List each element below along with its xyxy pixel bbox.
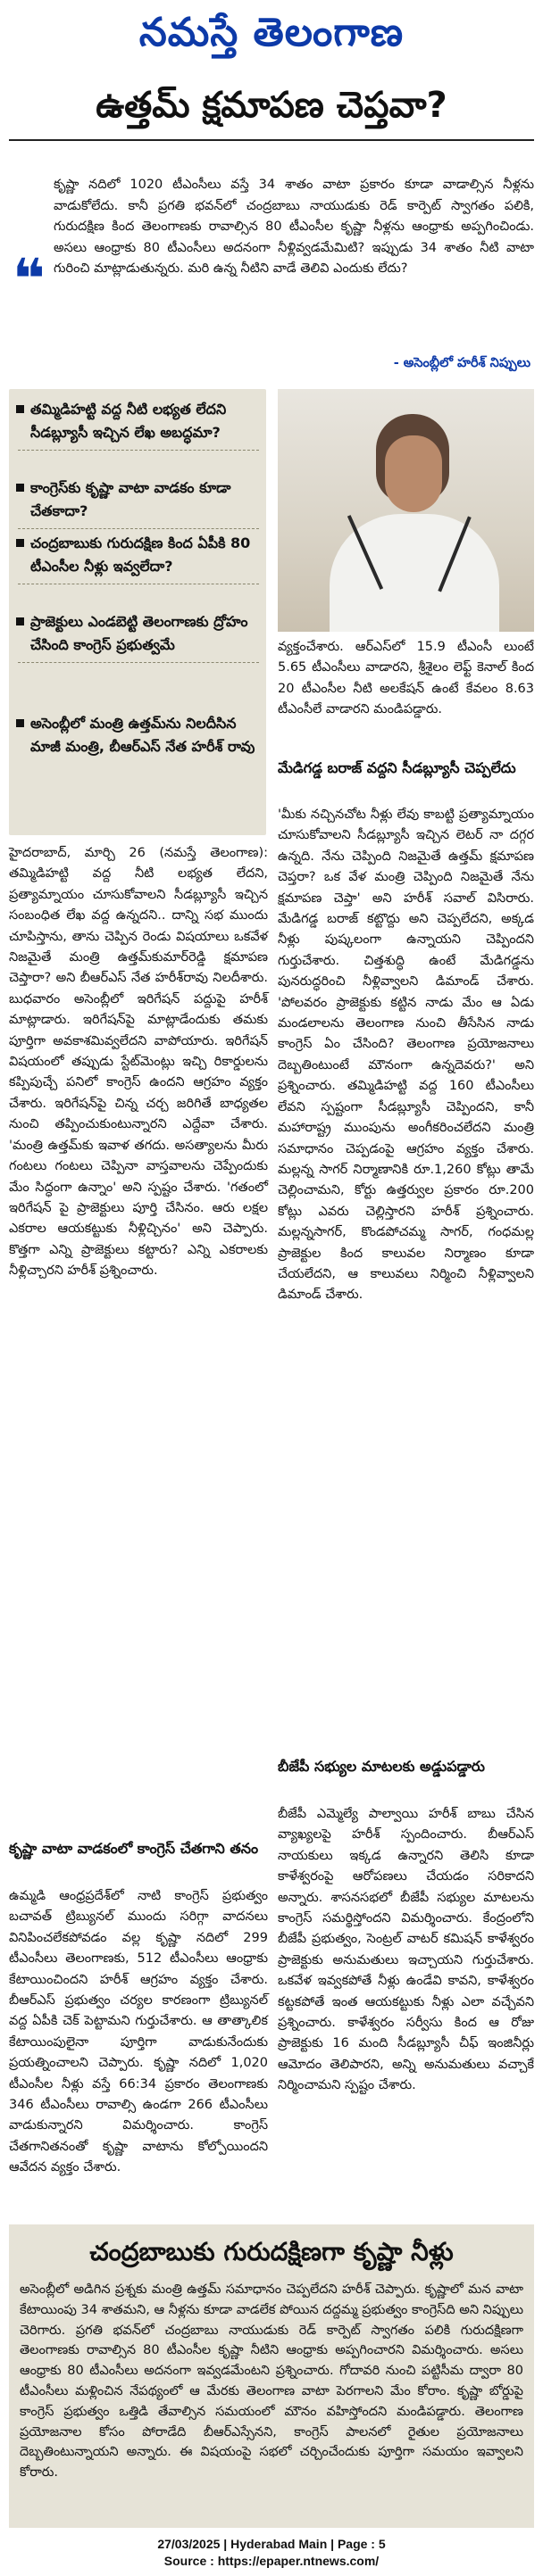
sidebar-box [9, 2224, 534, 2528]
intro-quote: కృష్ణా నదిలో 1020 టీఎంసీలు వస్తే 34 శాతం వాటా ప్రకారం కూడా వాడాల్సిన నీళ్లను వాడుకోలేదు. కానీ ప్రగతి భవన్‌లో చంద్రబాబు నాయుడుకు రెడ్‌ కార్పెట్‌ స్వాగతం పలికి, గురుదక్షిణ కింద తెలంగాణకు రావాల్సిన 80 టీఎంసీల కృష్ణా నీళ్లను ఆంధ్రాకు అప్పగించిండు. అసలు ఆంధ్రాకు 80 టీఎంసీలు అదనంగా నీళ్లివ్వడమేమిటి? ఇప్పుడు 34 శాతం నీటి వాటా గురించి మాట్లాడుతున్నరు. మరి ఉన్న నీటిని వాడే తెలివి ఎందుకు లేదు? [54, 178, 534, 276]
bullet-icon [16, 539, 24, 547]
speaker-photo [278, 389, 534, 632]
right-column-lead: వ్యక్తంచేశారు. ఆర్‌ఎస్‌లో 15.9 టీఎంసీ లుంటే 5.65 టీఎంసీలు వాడారని, శ్రీశైలం లెఫ్ట్‌ కెనాల్‌ కింద 20 టీఎంసీల నీటి అలకేషన్‌ ఉంటే కేవలం 8.63 టీఎంసీలే వాడారని మండిపడ్డారు. [278, 640, 534, 717]
left-column-body-2: ఉమ్మడి ఆంధ్రప్రదేశ్‌లో నాటి కాంగ్రెస్‌ ప్రభుత్వం బచావత్‌ ట్రిబ్యునల్‌ ముందు సరిగ్గా వాదనలు వినిపించలేకపోవడం వల్ల కృష్ణా నదిలో 299 టీఎంసీలు తెలంగాణకు, 512 టీఎంసీలు ఆంధ్రాకు కేటాయించిందని హరీశ్‌ ఆగ్రహం వ్యక్తం చేశారు. బీఆర్‌ఎస్‌ ప్రభుత్వం చర్యల కారణంగా ట్రిబ్యునల్‌ వద్ద ఏపీకి చెక్‌ పెట్టామని గుర్తుచేశారు. ఆ తాత్కాలిక కేటాయింపులైనా పూర్తిగా వాడుకునేందుకు ప్రయత్నించాలని చెప్పారు. కృష్ణా నదిలో 1,020 టీఎంసీల నీళ్లు వస్తే 66:34 ప్రకారం తెలంగాణకు 346 టీఎంసీలు రావాల్సి ఉండగా 266 టీఎంసీలు వాడుకున్నారని విమర్శించారు. కాంగ్రెస్‌ చేతగానితనంతో కృష్ణా వాటాను కోల్పోయిందని ఆవేదన వ్యక్తం చేశారు. [9, 1889, 268, 2175]
sidebar-text: అసెంబ్లీలో అడిగిన ప్రశ్నకు మంత్రి ఉత్తమ్‌ సమాధానం చెప్పలేదని హరీశ్‌ చెప్పారు. కృష్ణాలో మన వాటా కేటాయింపు 34 శాతమని, ఆ నీళ్లను కూడా వాడలేక పోయిన దద్దమ్మ ప్రభుత్వం కాంగ్రెస్‌ది అని నిప్పులు చెరిగారు. ప్రగతి భవన్‌లో చంద్రబాబు నాయుడుకు రెడ్‌ కార్పెట్‌ స్వాగతం పలికి గురుదక్షిణగా తెలంగాణకు రావాల్సిన 80 టీఎంసీల కృష్ణా నీటిని ఆంధ్రాకు అప్పగించారని విమర్శించారు. అసలు ఆంధ్రాకు 80 టీఎంసీలు అదనంగా ఇవ్వడమేంటని ప్రశ్నించారు. గోదావరి నుంచి పట్టిసీమ ద్వారా 80 టీఎంసీలు మళ్లించిన నేపథ్యంలో ఆ మేరకు తెలంగాణ వాటా పెరగాలని మేం కోరాం. కృష్ణా బోర్డుపై కాంగ్రెస్‌ ప్రభుత్వం ఒత్తిడి తేవాల్సిన సమయంలో మౌనం వహిస్తోందని మండిపడ్డారు. తెలంగాణ ప్రయోజనాల కోసం పోరాడేది బీఆర్‌ఎస్సేనని, కాంగ్రెస్‌ పాలనలో రైతుల ప్రయోజనాలు దెబ్బతింటున్నాయని అన్నారు. ఈ విషయంపై సభలో చర్చించేందుకు పూర్తిగా సమయం ఇవ్వాలని కోరారు. [20, 2282, 523, 2481]
footer-source-link[interactable]: Source : https://epaper.ntnews.com/ [163, 2554, 380, 2568]
bullet-icon [16, 719, 24, 727]
left-column-body: హైదరాబాద్‌, మార్చి 26 (నమస్తే తెలంగాణ): తమ్మిడిహట్టి వద్ద నీటి లభ్యత లేదని, ప్రత్యామ్నాయం చూసుకోవాలని సీడబ్ల్యూసీ ఇచ్చిన సంబంధిత లేఖ వద్ద ఉన్నదని.. దాన్ని సభ ముందు చూపిస్తాను, తాను చెప్పిన రెండు విషయాలు ఒకవేళ నిజమైతే మంత్రి ఉత్తమ్‌కుమార్‌రెడ్డి క్షమాపణ చెప్తారా? అని బీఆర్‌ఎస్‌ నేత హరీశ్‌రావు నిలదీశారు. బుధవారం అసెంబ్లీలో ఇరిగేషన్‌ పద్దుపై హరీశ్‌ మాట్లాడారు. ఇరిగేషన్‌పై మాట్లాడేందుకు తమకు పూర్తిగా అవకాశమివ్వలేదని వాపోయారు. ఇరిగేషన్‌ విషయంలో తప్పుడు స్టేట్‌మెంట్లు ఇచ్చి రికార్డులను కప్పిపుచ్చే పనిలో కాంగ్రెస్‌ ఉందని ఆగ్రహం వ్యక్తం చేశారు. ఇరిగేషన్‌పై చిన్న చర్చ జరిగితే బాధ్యతల నుంచి తప్పించుకుంటున్నారని ఎద్దేవా చేశారు. 'మంత్రి ఉత్తమ్‌కు ఇవాళ తగదు. అసత్యాలను మీరు గంటలు గంటలు చెప్పినా వాస్తవాలను చెప్పేందుకు మేం సిద్ధంగా ఉన్నాం' అని స్పష్టం చేశారు. 'గతంలో ఇరిగేషన్‌ పై ప్రాజెక్టులు పూర్తి చేసినం. ఆరు లక్షల ఎకరాల ఆయకట్టుకు నీళ్లిచ్చినం' అని చెప్పారు. కొత్తగా ఎన్ని ప్రాజెక్టులు కట్టారు? ఎన్ని ఎకరాలకు నీళ్లిచ్చారని హరీశ్‌ ప్రశ్నించారు. [9, 846, 268, 1279]
quote-icon: ❝ [13, 246, 46, 311]
highlights-box [9, 389, 266, 835]
sidebar-title: చంద్రబాబుకు గురుదక్షిణగా కృష్ణా నీళ్లు [89, 2237, 454, 2266]
bullet-icon [16, 617, 24, 625]
highlight-item: ప్రాజెక్టులు ఎండబెట్టి తెలంగాణకు ద్రోహం చేసింది కాంగ్రెస్‌ ప్రభుత్వమే [18, 610, 259, 663]
intro-byline: - అసెంబ్లీలో హరీశ్‌ నిప్పులు [393, 356, 530, 370]
right-column-body: 'మీకు నచ్చినచోట నీళ్లు లేవు కాబట్టి ప్రత్యామ్నాయం చూసుకోవాలని సీడబ్ల్యూసీ ఇచ్చిన లెటర్‌ నా దగ్గర ఉన్నది. నేను చెప్పింది నిజమైతే ఉత్తమ్‌ క్షమాపణ చెప్తరా? ఒక వేళ మంత్రి చెప్పింది నిజమైతే నేను క్షమాపణ చెప్తా' అని హరీశ్‌ సవాల్‌ విసిరారు. మేడిగడ్డ బరాజ్‌ కట్టొద్దు అని చెప్పలేదని, అక్కడ నీళ్లు పుష్కలంగా ఉన్నాయని చెప్పిందని గుర్తుచేశారు. చిత్తశుద్ధి ఉంటే మేడిగడ్డను పునరుద్ధరించి నీళ్లివ్వాలని డిమాండ్‌ చేశారు. 'పోలవరం ప్రాజెక్టుకు కట్టిన నాడు మేం ఆ ఏడు మండలాలను తెలంగాణ నుంచి తీసేసిన నాడు కాంగ్రెస్‌ ఏం చేసింది? తెలంగాణ ప్రయోజనాలు దెబ్బతింటుంటే మౌనంగా ఉన్నదెవరు?' అని ప్రశ్నించారు. తమ్మిడిహట్టి వద్ద 160 టీఎంసీలు లేవని స్పష్టంగా సీడబ్ల్యూసీ చెప్పిందని, కానీ మహారాష్ట్ర ముంపును అంగీకరించలేదని మంత్రి సమాధానం చెప్పడంపై ఆగ్రహం వ్యక్తం చేశారు. మల్లన్న సాగర్‌ నిర్మాణానికి రూ.1,260 కోట్లు తామే చెల్లించామని, కోర్టు ఉత్తర్వుల ప్రకారం రూ.200 కోట్లు ఎవరు చెల్లిస్తారని హరీశ్‌ ప్రశ్నించారు. మల్లన్నసాగర్‌, కొండపోచమ్మ సాగర్‌, గంధమల్ల ప్రాజెక్టుల కింద కాలువల నిర్మాణం కూడా చేయలేదని, ఆ కాలువలు నిర్మించి నీళ్లివ్వాలని డిమాండ్‌ చేశారు. [278, 808, 534, 1303]
highlight-item: కాంగ్రెస్‌కు కృష్ణా వాటా వాడకం కూడా చేతకాదా? [18, 476, 259, 529]
headline-divider [9, 139, 534, 141]
highlight-item: చంద్రబాబుకు గురుదక్షిణ కింద ఏపీకి 80 టీఎంసీల నీళ్లు ఇవ్వలేదా? [18, 532, 259, 584]
highlight-item: అసెంబ్లీలో మంత్రి ఉత్తమ్‌ను నిలదీసిన మాజీ మంత్రి, బీఆర్‌ఎస్‌ నేత హరీశ్‌ రావు [18, 712, 259, 764]
subheading-medigadda: మేడిగడ్డ బరాజ్‌ వద్దని సీడబ్ల్యూసీ చెప్పలేదు [278, 759, 516, 776]
highlight-item: తమ్మిడిహట్టి వద్ద నీటి లభ్యత లేదని సీడబ్ల్యూసీ ఇచ్చిన లేఖ అబద్ధమా? [18, 398, 259, 451]
subheading-bjp: బీజేపీ సభ్యుల మాటలకు అడ్డుపడ్డారు [278, 1758, 485, 1775]
subheading-krishna-share: కృష్ణా వాటా వాడకంలో కాంగ్రెస్‌ చేతగాని తనం [9, 1840, 259, 1857]
page-footer [0, 2536, 543, 2573]
newspaper-logo: నమస్తే తెలంగాణ [138, 10, 405, 55]
bullet-icon [16, 484, 24, 492]
photo-face [385, 435, 442, 512]
article-headline: ఉత్తమ్‌ క్షమాపణ చెప్తవా? [96, 85, 447, 126]
footer-edition: 27/03/2025 | Hyderabad Main | Page : 5 [157, 2537, 386, 2551]
right-column-body-2: బీజేపీ ఎమ్మెల్యే పాల్వాయి హరీశ్‌ బాబు చేసిన వ్యాఖ్యలపై హరీశ్‌ స్పందించారు. బీఆర్‌ఎస్‌ నాయకులు ఇక్కడ ఉన్నారని తెలిసి కూడా కాళేశ్వరంపై ఆరోపణలు చేయడం సరికాదని అన్నారు. శాసనసభలో బీజేపీ సభ్యుల మాటలను కాంగ్రెస్‌ సమర్థిస్తోందని విమర్శించారు. కేంద్రంలోని బీజేపీ ప్రభుత్వం, సెంట్రల్‌ వాటర్‌ కమిషన్‌ కాళేశ్వరం ప్రాజెక్టుకు అనుమతులు ఇచ్చాయని గుర్తుచేశారు. ఒకవేళ ఇవ్వకపోతే నీళ్లు ఉండేవి కావని, కాళేశ్వరం కట్టకపోతే ఇంత ఆయకట్టుకు నీళ్లు ఎలా వచ్చేవని ప్రశ్నించారు. కాళేశ్వరం సర్వీసు కింద ఆ రోజు ప్రాజెక్టుకు 16 మంది సీడబ్ల్యూసీ చీఫ్‌ ఇంజినీర్లు ఆమోదం తెలిపారని, అన్ని అనుమతులు వచ్చాకే నిర్మించామని స్పష్టం చేశారు. [278, 1807, 534, 2093]
bullet-icon [16, 405, 24, 413]
